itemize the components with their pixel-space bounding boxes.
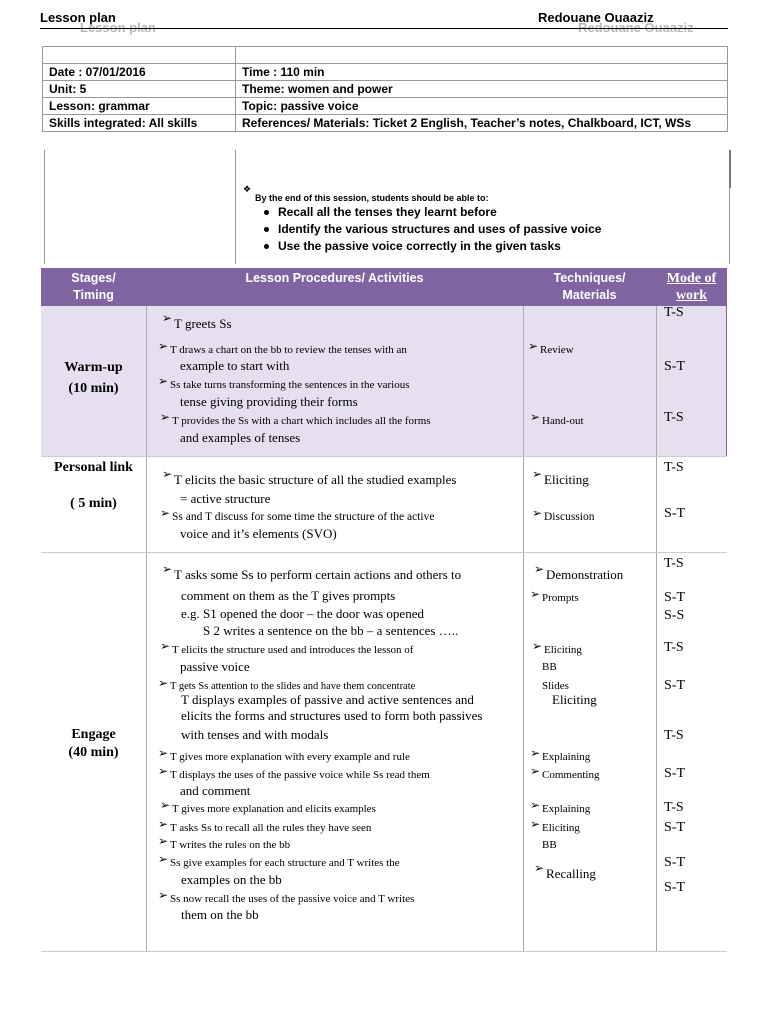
engage-technique: Eliciting [544,644,582,656]
personal-activity-line: T elicits the basic structure of all the studied examples [174,472,457,487]
warmup-technique: Review [540,344,574,356]
arrow-bullet-icon: ➢ [158,339,169,353]
objectives-edge [729,150,731,188]
objective-item: Recall all the tenses they learnt before [278,205,497,219]
engage-mode-of-work: S-T [664,880,685,895]
warmup-mode-of-work: T-S [664,410,684,425]
engage-technique: BB [542,661,557,673]
col-stages-line2: Timing [73,288,114,302]
personal-activity-line: voice and it’s elements (SVO) [180,526,337,541]
warmup-activity-line: example to start with [180,358,290,373]
engage-activity-line: passive voice [180,659,250,674]
arrow-bullet-icon: ➢ [158,676,169,690]
engage-activity-line: T asks Ss to recall all the rules they have seen [170,822,372,834]
col-stages-header [41,270,146,304]
engage-activity-line: T gives more explanation and elicits examples [172,803,376,815]
header-ghost-left: Lesson plan [80,20,156,35]
engage-activity-line: and comment [180,783,251,798]
arrow-bullet-icon: ➢ [530,817,541,831]
arrow-bullet-icon: ➢ [530,764,541,778]
arrow-bullet-icon: ➢ [158,834,169,848]
col-divider [656,306,657,951]
col-techniques-header [523,270,656,304]
engage-activity-line: examples on the bb [181,872,282,887]
engage-technique: Eliciting [552,692,597,707]
table-right-border [726,306,727,456]
arrow-bullet-icon: ➢ [158,374,169,388]
warmup-mode-of-work: S-T [664,359,685,374]
engage-technique: Explaining [542,803,591,815]
skills-cell: Skills integrated: All skills [43,115,236,132]
header-rule [40,28,728,29]
stage-warmup-name: Warm-up [64,360,123,375]
arrow-bullet-icon: ➢ [532,639,543,653]
col-mode-line1: Mode of [666,271,717,286]
time-cell: Time : 110 min [236,64,728,81]
warmup-activity-line: tense giving providing their forms [180,394,358,409]
personal-activity-line: Ss and T discuss for some time the structure of the active [172,511,435,523]
arrow-bullet-icon: ➢ [534,861,545,875]
diamond-bullet-icon: ❖ [243,184,252,194]
col-stages-line1: Stages/ [71,271,116,285]
engage-mode-of-work: T-S [664,640,684,655]
engage-activity-line: them on the bb [181,907,259,922]
arrow-bullet-icon: ➢ [530,587,541,601]
personal-activity-line: = active structure [180,491,271,506]
stage-personal-time: ( 5 min) [70,496,117,511]
topic-cell: Topic: passive voice [236,98,728,115]
personal-technique: Discussion [544,511,595,523]
arrow-bullet-icon: ➢ [534,562,545,576]
row-divider [41,456,727,457]
arrow-bullet-icon: ➢ [162,562,173,576]
objective-item: Use the passive voice correctly in the given tasks [278,239,561,253]
bullet-icon [264,227,269,232]
engage-technique: Prompts [542,592,579,604]
col-divider [523,306,524,951]
arrow-bullet-icon: ➢ [530,746,541,760]
warmup-technique: Hand-out [542,415,584,427]
warmup-mode-of-work: T-S [664,305,684,320]
engage-mode-of-work: T-S [664,556,684,571]
theme-cell: Theme: women and power [236,81,728,98]
arrow-bullet-icon: ➢ [532,467,543,481]
stage-warmup-time: (10 min) [68,381,119,396]
arrow-bullet-icon: ➢ [158,764,169,778]
engage-mode-of-work: S-T [664,855,685,870]
col-techniques-line1: Techniques/ [553,271,626,285]
personal-mode-of-work: S-T [664,506,685,521]
engage-technique: Commenting [542,769,600,781]
engage-activity-line: e.g. S1 opened the door – the door was opened [181,606,424,621]
col-procedures-header: Lesson Procedures/ Activities [245,271,424,285]
header-title: Lesson plan [40,10,116,25]
warmup-activity-line: T provides the Ss with a chart which includes all the forms [172,415,431,427]
arrow-bullet-icon: ➢ [158,746,169,760]
engage-activity-line: T displays examples of passive and active sentences and [181,692,474,707]
warmup-activity-line: T draws a chart on the bb to review the tenses with an [170,344,407,356]
engage-technique: Slides [542,680,569,692]
engage-technique: Demonstration [546,567,624,582]
warmup-activity-line: and examples of tenses [180,430,301,445]
personal-technique: Eliciting [544,472,589,487]
row-divider [41,552,727,553]
arrow-bullet-icon: ➢ [160,506,171,520]
arrow-bullet-icon: ➢ [160,410,171,424]
arrow-bullet-icon: ➢ [528,339,539,353]
engage-mode-of-work: T-S [664,728,684,743]
info-table [42,46,728,132]
engage-activity-line: with tenses and with modals [181,727,329,742]
arrow-bullet-icon: ➢ [158,888,169,902]
engage-technique: Explaining [542,751,591,763]
col-mode-line2: work [675,288,708,303]
engage-activity-line: Ss now recall the uses of the passive voice and T writes [170,893,415,905]
engage-mode-of-work: S-T [664,590,685,605]
references-cell: References/ Materials: Ticket 2 English, Teacher’s notes, Chalkboard, ICT, WSs [236,115,728,132]
engage-technique: Recalling [546,866,596,881]
stage-personal-link [41,460,146,512]
warmup-activity-line: Ss take turns transforming the sentences in the various [170,379,410,391]
engage-activity-line: T elicits the structure used and introduces the lesson of [172,644,414,656]
objectives-divider [235,150,236,264]
engage-activity-line: S 2 writes a sentence on the bb – a sentences ….. [203,623,459,638]
arrow-bullet-icon: ➢ [160,798,171,812]
arrow-bullet-icon: ➢ [530,410,541,424]
engage-activity-line: T displays the uses of the passive voice while Ss read them [170,769,430,781]
lesson-cell: Lesson: grammar [43,98,236,115]
arrow-bullet-icon: ➢ [530,798,541,812]
row-divider [41,951,727,952]
engage-mode-of-work: S-T [664,766,685,781]
arrow-bullet-icon: ➢ [160,639,171,653]
engage-activity-line: T asks some Ss to perform certain actions and others to [174,567,462,582]
objectives-intro: By the end of this session, students should be able to: [255,193,489,203]
bullet-icon [264,244,269,249]
col-divider [146,306,147,951]
warmup-activity-line: T greets Ss [174,316,232,331]
personal-mode-of-work: T-S [664,460,684,475]
date-cell: Date : 07/01/2016 [43,64,236,81]
arrow-bullet-icon: ➢ [158,817,169,831]
col-mode-header [656,270,727,304]
engage-activity-line: T gets Ss attention to the slides and have them concentrate [170,681,416,692]
engage-technique: BB [542,839,557,851]
arrow-bullet-icon: ➢ [532,506,543,520]
stage-engage-time: (40 min) [68,745,119,760]
engage-mode-of-work: T-S [664,800,684,815]
engage-mode-of-work: S-S [664,608,685,623]
header-ghost-right: Redouane Ouaaziz [578,20,694,35]
objective-item: Identify the various structures and uses of passive voice [278,222,602,236]
arrow-bullet-icon: ➢ [162,311,173,325]
engage-activity-line: Ss give examples for each structure and T writes the [170,857,400,869]
col-techniques-line2: Materials [562,288,617,302]
stage-personal-name: Personal link [54,460,133,475]
stage-warmup [41,360,146,397]
header-author: Redouane Ouaaziz [538,10,654,25]
engage-activity-line: T gives more explanation with every example and rule [170,751,410,763]
stage-engage [41,727,146,761]
arrow-bullet-icon: ➢ [158,852,169,866]
arrow-bullet-icon: ➢ [162,467,173,481]
engage-mode-of-work: S-T [664,678,685,693]
engage-technique: Eliciting [542,822,580,834]
bullet-icon [264,210,269,215]
engage-mode-of-work: S-T [664,820,685,835]
stage-engage-name: Engage [71,727,116,742]
engage-activity-line: comment on them as the T gives prompts [181,588,396,603]
unit-cell: Unit: 5 [43,81,236,98]
engage-activity-line: elicits the forms and structures used to form both passives [181,708,483,723]
engage-activity-line: T writes the rules on the bb [170,839,291,851]
